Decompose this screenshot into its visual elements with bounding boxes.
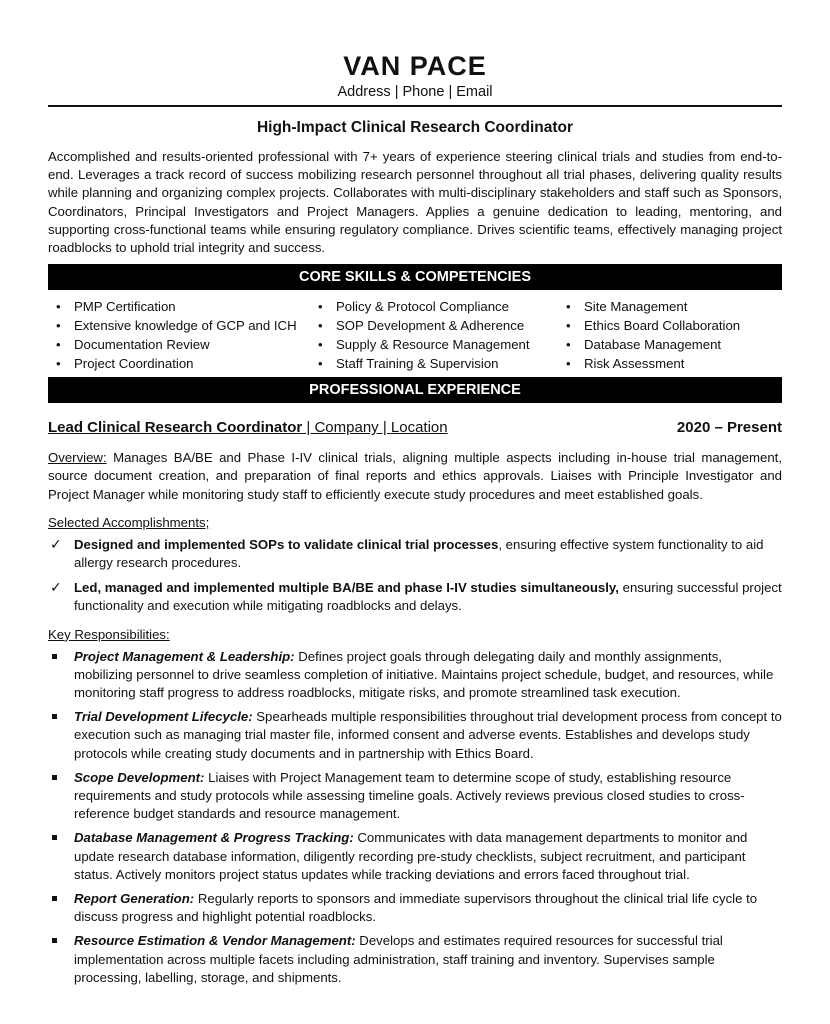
job-company-location: | Company | Location <box>302 419 448 437</box>
skills-column-2 <box>310 297 558 373</box>
headline: High-Impact Clinical Research Coordinator <box>256 119 574 136</box>
accomplishment-text: , ensuring effective system functionality to aid allergy research procedures. <box>74 536 764 571</box>
responsibility-item <box>48 769 782 824</box>
responsibility-text: Liaises with Project Management team to determine scope of study, establishing resource requirements and study protocols while assessing timeline goals. Actively reviews previous closed studies to cross-reference budget standards and resource management. <box>74 769 745 822</box>
square-bullet-icon <box>52 714 57 719</box>
responsibility-item <box>48 829 782 884</box>
job-title-line <box>48 418 448 437</box>
responsibility-text: Defines project goals through delegating daily and monthly assignments, mobilizing personnel to drive seamless completion of initiative. Maintains project schedule, budget, and resources, while monitoring staff progress to address roadblocks, mitigate risks, and promote streamlined task execution. <box>74 648 774 701</box>
skill-item: • Documentation Review <box>48 335 310 354</box>
square-bullet-icon <box>52 654 57 659</box>
skill-item: • Risk Assessment <box>558 354 780 373</box>
overview-label: Overview: <box>48 450 107 466</box>
responsibility-item <box>48 708 782 763</box>
skill-item: • Staff Training & Supervision <box>310 354 558 373</box>
accomplishments-label: Selected Accomplishments; <box>48 514 210 530</box>
accomplishment-bold: Led, managed and implemented multiple BA/BE and phase I-IV studies simultaneously, <box>74 580 619 596</box>
responsibility-item <box>48 648 782 703</box>
skill-item: • Project Coordination <box>48 354 310 373</box>
skill-item: • Extensive knowledge of GCP and ICH <box>48 316 310 335</box>
responsibility-text: Communicates with data management departments to monitor and update research database information, diligently recording pre-study checklists, subject recruitment, and participant status. Actively monitors project status updates while tracking deviations and errors faced throughout trial. <box>74 830 748 882</box>
responsibility-item <box>48 890 782 926</box>
square-bullet-icon <box>52 775 57 780</box>
skill-item: • Database Management <box>558 335 780 354</box>
summary-paragraph: Accomplished and results-oriented professional with 7+ years of experience steering clinical trials and studies from end-to-end. Leverages a track record of success mobilizing research personnel throughout all trial phases, delivering quality results while planning and organizing complex projects. Collaborates with multi-disciplinary stakeholders and staff such as Sponsors, Coordinators, Principal Investigators and Project Managers. Applies a genuine dedication to leading, mentoring, and supporting cross-functional teams while ensuring regulatory compliance. Drives scientific teams, effectively managing project roadblocks to uphold trial integrity and success. <box>48 149 782 256</box>
check-icon: ✓ <box>50 579 62 596</box>
responsibility-text: Develops and estimates required resources for successful trial implementation across multiple facets including administration, staff training and inventory. Supervises sample processing, labelling, storage, and shipments. <box>74 933 723 985</box>
section-heading-experience: PROFESSIONAL EXPERIENCE <box>48 377 782 403</box>
skills-grid <box>48 297 782 373</box>
job-dates: 2020 – Present <box>676 419 782 437</box>
accomplishments-list <box>48 536 782 616</box>
square-bullet-icon <box>52 896 57 901</box>
responsibility-lead: Database Management & Progress Tracking: <box>74 830 354 846</box>
accomplishment-item <box>48 536 782 572</box>
section-heading-skills: CORE SKILLS & COMPETENCIES <box>48 264 782 290</box>
skill-item: • Policy & Protocol Compliance <box>310 297 558 316</box>
square-bullet-icon <box>52 835 57 840</box>
job-overview <box>48 449 782 504</box>
skill-item: • Supply & Resource Management <box>310 335 558 354</box>
skills-column-3 <box>558 297 780 373</box>
skill-item: • SOP Development & Adherence <box>310 316 558 335</box>
job-title: Lead Clinical Research Coordinator <box>48 419 303 437</box>
skill-item: • Site Management <box>558 297 780 316</box>
responsibility-lead: Project Management & Leadership: <box>74 648 295 664</box>
candidate-name: VAN PACE <box>343 51 487 81</box>
overview-text: Manages BA/BE and Phase I-IV clinical trials, aligning multiple aspects including in-house trial management, source document creation, and preparation of final reports and ethics approvals. Liaises with Principle Investigator and Project Manager while monitoring study staff to efficiently execute study procedures and meet established goals. <box>48 450 782 502</box>
skill-item: • Ethics Board Collaboration <box>558 316 780 335</box>
responsibilities-label: Key Responsibilities: <box>48 626 170 642</box>
accomplishment-bold: Designed and implemented SOPs to validate clinical trial processes <box>74 536 499 552</box>
skills-column-1 <box>48 297 310 373</box>
responsibility-lead: Report Generation: <box>74 891 195 907</box>
responsibility-lead: Scope Development: <box>74 769 205 785</box>
check-icon: ✓ <box>50 535 62 552</box>
skill-item: • PMP Certification <box>48 297 310 316</box>
responsibility-lead: Trial Development Lifecycle: <box>74 709 253 725</box>
responsibilities-list <box>48 648 782 987</box>
responsibility-lead: Resource Estimation & Vendor Management: <box>74 933 356 949</box>
responsibility-text: Spearheads multiple responsibilities throughout trial development process from concept to execution such as managing trial master file, informed consent and adverse events. Establishes and develops study protocols while creating study documents and in partnership with Ethics Board. <box>74 709 782 761</box>
contact-line: Address | Phone | Email <box>337 84 493 100</box>
header-rule <box>48 105 782 107</box>
accomplishment-text: ensuring successful project functionality and execution while mitigating roadblocks and delays. <box>74 580 782 614</box>
square-bullet-icon <box>52 938 57 943</box>
responsibility-text: Regularly reports to sponsors and immediate supervisors throughout the clinical trial life cycle to discuss progress and highlight potential roadblocks. <box>74 891 758 925</box>
accomplishment-item <box>48 579 782 615</box>
responsibility-item <box>48 932 782 987</box>
job-header <box>48 418 782 437</box>
